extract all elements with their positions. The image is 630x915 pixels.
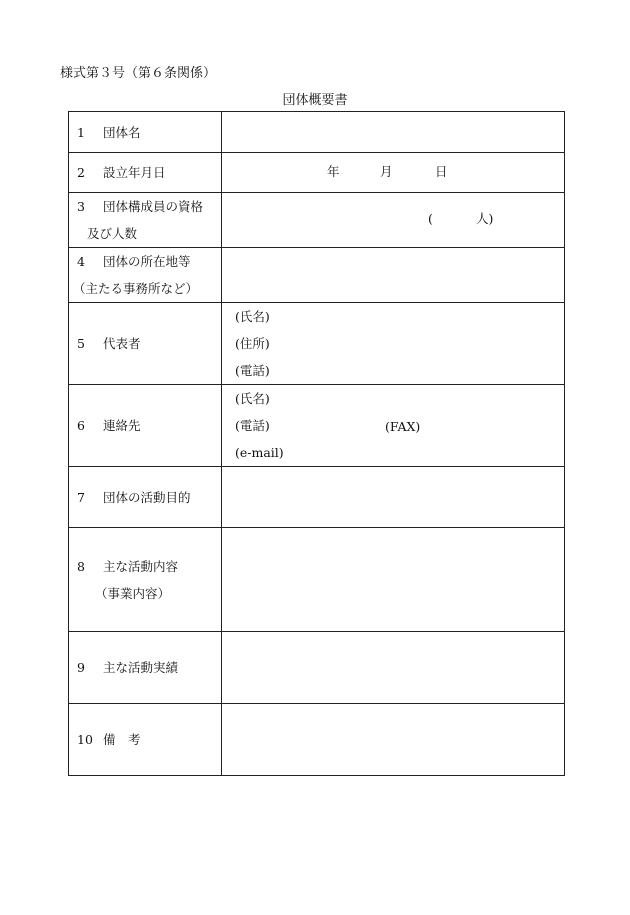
month-unit: 月 <box>380 164 393 179</box>
label-cell <box>69 467 222 528</box>
row-label: 団体構成員の資格 <box>103 199 204 214</box>
row-representative <box>69 303 565 385</box>
representative-field[interactable] <box>222 303 565 385</box>
contact-email-label: (e-mail) <box>235 445 284 460</box>
contact-name-label: (氏名) <box>235 391 270 406</box>
label-cell <box>69 704 222 776</box>
row-label: 連絡先 <box>103 418 141 433</box>
organization-overview-form <box>68 111 565 776</box>
row-number: 10 <box>77 732 93 747</box>
row-number: 8 <box>77 558 85 574</box>
row-organization-name <box>69 112 565 153</box>
count-open-paren: ( <box>428 211 433 226</box>
activity-purpose-field[interactable] <box>222 467 565 528</box>
label-cell <box>69 303 222 385</box>
row-number: 4 <box>77 254 85 269</box>
label-cell <box>69 112 222 153</box>
row-label-sub: 及び人数 <box>87 226 138 241</box>
row-label: 団体名 <box>103 124 141 140</box>
row-label: 団体の活動目的 <box>103 489 191 505</box>
row-label-sub: （主たる事務所など） <box>73 281 199 296</box>
row-remarks <box>69 704 565 776</box>
row-label: 主な活動実績 <box>103 660 179 675</box>
contact-field[interactable] <box>222 385 565 467</box>
contact-phone-label: (電話) <box>235 418 270 433</box>
document-title: 団体概要書 <box>282 93 348 108</box>
label-cell <box>69 385 222 467</box>
contact-fax-label: (FAX) <box>385 419 421 434</box>
row-main-activities <box>69 528 565 632</box>
day-unit: 日 <box>435 164 448 179</box>
row-number: 5 <box>77 336 85 351</box>
row-activity-purpose <box>69 467 565 528</box>
row-number: 6 <box>77 418 85 433</box>
row-member-qualification <box>69 193 565 248</box>
representative-address-label: (住所) <box>235 336 270 351</box>
row-location <box>69 248 565 303</box>
label-cell <box>69 632 222 704</box>
representative-name-label: (氏名) <box>235 309 270 324</box>
established-date-field[interactable] <box>222 153 565 193</box>
row-number: 9 <box>77 660 85 675</box>
label-cell <box>69 248 222 303</box>
row-number: 7 <box>77 489 85 505</box>
label-cell <box>69 193 222 248</box>
row-activity-record <box>69 632 565 704</box>
row-label: 備 考 <box>103 732 141 747</box>
remarks-field[interactable] <box>222 704 565 776</box>
organization-name-field[interactable] <box>222 112 565 153</box>
row-label: 代表者 <box>103 336 141 351</box>
form-number: 様式第３号（第６条関係） <box>60 66 217 81</box>
row-label: 設立年月日 <box>103 165 166 180</box>
activity-record-field[interactable] <box>222 632 565 704</box>
row-contact <box>69 385 565 467</box>
label-cell <box>69 528 222 632</box>
row-number: 2 <box>77 165 85 180</box>
representative-phone-label: (電話) <box>235 363 270 378</box>
row-number: 3 <box>77 199 85 214</box>
member-qualification-field[interactable] <box>222 193 565 248</box>
row-established-date <box>69 153 565 193</box>
row-number: 1 <box>77 124 85 140</box>
location-field[interactable] <box>222 248 565 303</box>
count-unit: 人) <box>476 211 494 226</box>
row-label: 団体の所在地等 <box>103 254 191 269</box>
main-activities-field[interactable] <box>222 528 565 632</box>
year-unit: 年 <box>327 164 340 179</box>
label-cell <box>69 153 222 193</box>
row-label-sub: （事業内容） <box>95 585 171 601</box>
row-label: 主な活動内容 <box>103 558 179 574</box>
